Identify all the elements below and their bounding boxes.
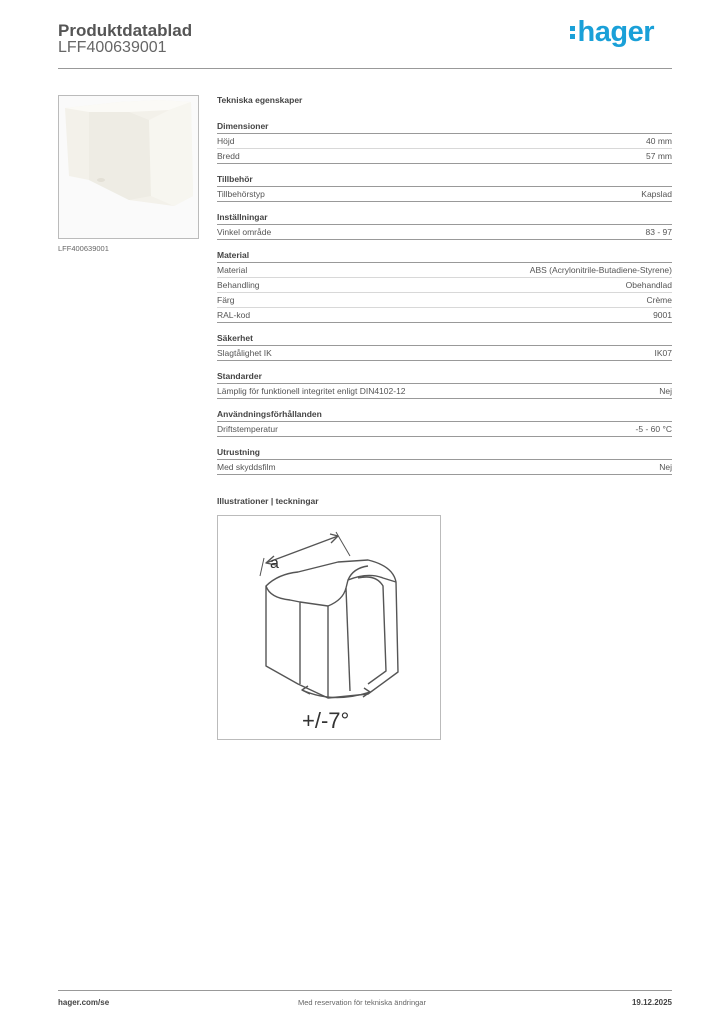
page-title: Produktdatablad [58, 21, 193, 40]
group-title: Standarder [217, 371, 672, 384]
spec-group-material [217, 250, 672, 323]
spec-group-tillbehor [217, 174, 672, 202]
spec-group-utrustning [217, 447, 672, 475]
logo-text: hager [577, 16, 654, 48]
spec-row [217, 384, 672, 399]
spec-value: Nej [659, 386, 672, 396]
spec-label: Med skyddsfilm [217, 462, 276, 472]
footer-disclaimer: Med reservation för tekniska ändringar [298, 998, 426, 1007]
spec-label: RAL-kod [217, 310, 251, 320]
image-caption: LFF400639001 [58, 244, 109, 253]
group-title: Dimensioner [217, 121, 672, 134]
spec-label: Behandling [217, 280, 260, 290]
spec-value: Kapslad [641, 189, 672, 199]
spec-label: Vinkel område [217, 227, 272, 237]
footer-website-link[interactable]: hager.com/se [58, 998, 110, 1007]
angle-label: +/-7° [302, 708, 350, 733]
spec-value: Obehandlad [625, 280, 672, 290]
spec-label: Tillbehörstyp [217, 189, 265, 199]
technical-drawing [217, 515, 441, 740]
dim-label-a: a [270, 555, 279, 572]
spec-row [217, 134, 672, 149]
spec-row [217, 346, 672, 361]
footer-date: 19.12.2025 [631, 998, 672, 1007]
spec-label: Material [217, 265, 248, 275]
spec-label: Bredd [217, 151, 240, 161]
spec-group-installningar [217, 212, 672, 240]
spec-row [217, 187, 672, 202]
spec-row [217, 308, 672, 323]
spec-row [217, 293, 672, 308]
hager-logo[interactable] [570, 17, 654, 47]
spec-row [217, 422, 672, 437]
spec-label: Driftstemperatur [217, 424, 278, 434]
spec-group-anvandning [217, 409, 672, 437]
spec-label: Färg [217, 295, 235, 305]
spec-group-standarder [217, 371, 672, 399]
spec-value: 40 mm [646, 136, 672, 146]
spec-value: ABS (Acrylonitrile-Butadiene-Styrene) [529, 265, 672, 275]
spec-label: Lämplig för funktionell integritet enligt DIN4102-12 [217, 386, 406, 396]
spec-group-sakerhet [217, 333, 672, 361]
group-title: Inställningar [217, 212, 672, 225]
technical-specs [217, 95, 672, 485]
specs-title: Tekniska egenskaper [217, 95, 303, 105]
spec-group-dimensioner [217, 121, 672, 164]
logo-dots-icon [570, 26, 575, 39]
spec-value: -5 - 60 °C [635, 424, 672, 434]
spec-row [217, 460, 672, 475]
product-image [58, 95, 199, 239]
spec-label: Slagtålighet IK [217, 348, 272, 358]
product-code: LFF400639001 [58, 39, 167, 56]
spec-label: Höjd [217, 136, 235, 146]
illustrations-title: Illustrationer | teckningar [217, 496, 319, 506]
spec-value: Nej [659, 462, 672, 472]
spec-row [217, 278, 672, 293]
group-title: Tillbehör [217, 174, 672, 187]
spec-row [217, 263, 672, 278]
group-title: Utrustning [217, 447, 672, 460]
spec-value: Crème [646, 295, 672, 305]
spec-value: 57 mm [646, 151, 672, 161]
spec-value: 9001 [653, 310, 672, 320]
footer-divider [58, 990, 672, 991]
header-divider [58, 68, 672, 69]
spec-row [217, 225, 672, 240]
spec-value: 83 - 97 [645, 227, 672, 237]
group-title: Material [217, 250, 672, 263]
spec-row [217, 149, 672, 164]
group-title: Användningsförhållanden [217, 409, 672, 422]
spec-value: IK07 [654, 348, 672, 358]
group-title: Säkerhet [217, 333, 672, 346]
